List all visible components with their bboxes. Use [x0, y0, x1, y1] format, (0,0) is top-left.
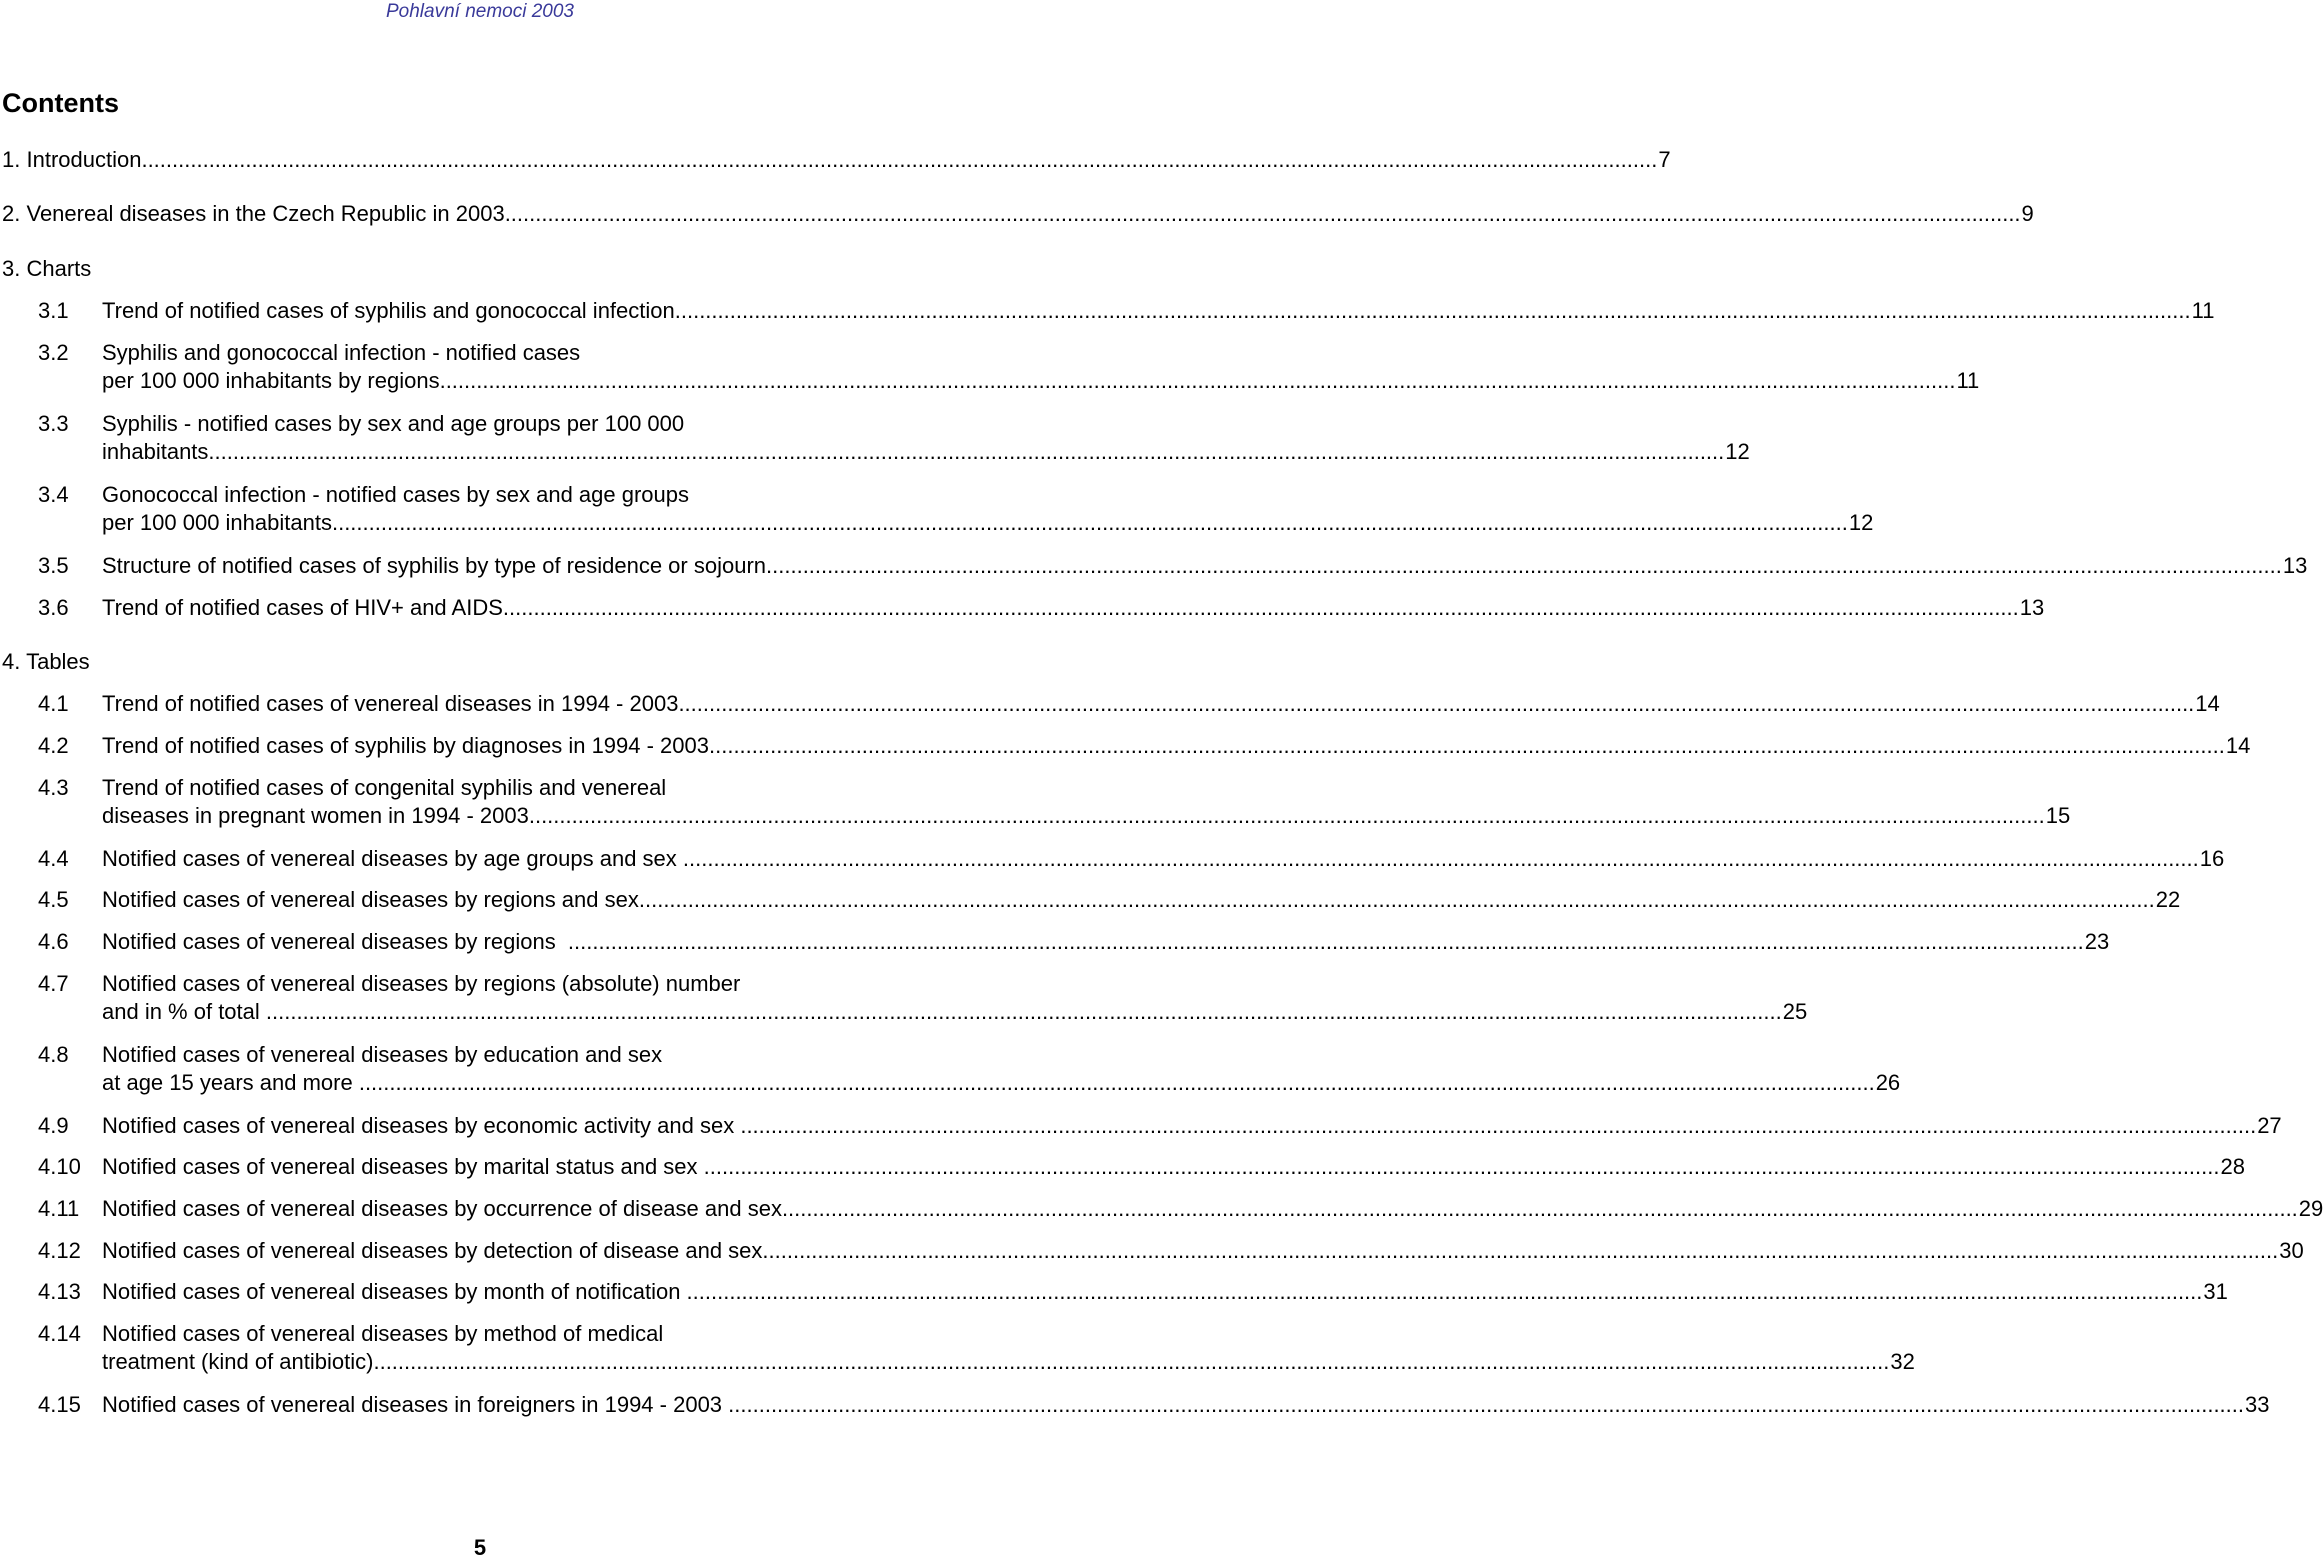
toc-entry-number: 3.6: [38, 595, 69, 620]
leader-dots: [762, 1238, 2278, 1264]
toc-page-number: 15: [2045, 803, 2071, 828]
toc-entry-number: 4.9: [38, 1113, 69, 1138]
toc-section-heading: 3. Charts: [2, 256, 92, 281]
toc-entry[interactable]: [38, 1392, 2270, 1418]
toc-entry[interactable]: [38, 887, 2181, 913]
toc-page-number: 31: [2203, 1279, 2228, 1304]
toc-entry[interactable]: [38, 775, 2071, 830]
leader-dots: [639, 887, 2155, 913]
toc-entry-text: Syphilis and gonococcal infection - notified cases: [102, 340, 581, 365]
toc-entry-number: 3.4: [38, 482, 69, 507]
leader-dots: [782, 1196, 2298, 1222]
toc-entry-text: inhabitants: [102, 439, 209, 464]
toc-entry[interactable]: [38, 340, 1980, 395]
leader-dots: [332, 508, 1848, 537]
toc-page-number: 13: [2282, 553, 2308, 578]
toc-page-number: 11: [2191, 298, 2215, 323]
toc-entry[interactable]: [38, 1238, 2304, 1264]
toc-entry-number: 4.5: [38, 887, 69, 912]
toc-entry-text: and in % of total: [102, 999, 266, 1024]
leader-dots: [678, 691, 2194, 717]
leader-dots: [440, 366, 1956, 395]
toc-page-number: 22: [2155, 887, 2181, 912]
toc-page-number: 27: [2257, 1113, 2282, 1138]
leader-dots: [208, 437, 1724, 466]
toc-entry-text: Notified cases of venereal diseases in foreigners in 1994 - 2003: [102, 1392, 729, 1417]
leader-dots: [728, 1392, 2244, 1418]
toc-entry[interactable]: [38, 1196, 2323, 1222]
toc-page-number: 9: [2021, 201, 2034, 226]
toc-page-number: 33: [2245, 1392, 2270, 1417]
leader-dots: [529, 801, 2045, 830]
toc-entry-text: Syphilis - notified cases by sex and age groups per 100 000: [102, 411, 685, 436]
toc-page-number: 30: [2279, 1238, 2304, 1263]
toc-entry[interactable]: [38, 846, 2225, 872]
toc-entry-number: 4.6: [38, 929, 69, 954]
toc-entry-text: Notified cases of venereal diseases by education and sex: [102, 1042, 663, 1067]
leader-dots: [359, 1068, 1875, 1097]
leader-dots: [766, 553, 2282, 579]
toc-page-number: 29: [2298, 1196, 2323, 1221]
toc-entry[interactable]: [38, 482, 1874, 537]
toc-entry[interactable]: [38, 733, 2251, 759]
toc-page-number: 11: [1956, 368, 1980, 393]
leader-dots: [704, 1154, 2220, 1180]
toc-entry[interactable]: [38, 553, 2308, 579]
toc-page-number: 14: [2225, 733, 2251, 758]
toc-page-number: 14: [2195, 691, 2220, 716]
page-title: Contents: [2, 88, 119, 118]
toc-entry[interactable]: [38, 1113, 2282, 1139]
toc-page-number: 7: [1658, 147, 1671, 172]
toc-entry-number: 4.2: [38, 733, 69, 758]
toc-entry-text: treatment (kind of antibiotic): [102, 1349, 374, 1374]
toc-entry-text: per 100 000 inhabitants: [102, 510, 332, 535]
leader-dots: [675, 298, 2191, 324]
toc-entry-text: Notified cases of venereal diseases by regions (absolute) number: [102, 971, 741, 996]
toc-entry[interactable]: [38, 1279, 2228, 1305]
toc-entry-text: Notified cases of venereal diseases by method of medical: [102, 1321, 664, 1346]
toc-entry[interactable]: [38, 929, 2110, 955]
toc-entry[interactable]: [38, 1042, 1901, 1097]
toc-page-number: 13: [2019, 595, 2045, 620]
leader-dots: [683, 846, 2199, 872]
toc-entry[interactable]: [2, 201, 2034, 227]
toc-entry[interactable]: [38, 595, 2045, 621]
toc-entry-text: Notified cases of venereal diseases by marital status and sex: [102, 1154, 704, 1179]
toc-entry-text: Trend of notified cases of syphilis and gonococcal infection: [102, 298, 675, 323]
toc-page-number: 12: [1848, 510, 1874, 535]
toc-entry-number: 3.1: [38, 298, 69, 323]
leader-dots: [373, 1347, 1889, 1376]
page-number: 5: [473, 1535, 487, 1560]
toc-entry[interactable]: [38, 411, 1750, 466]
toc-page-number: 12: [1725, 439, 1750, 464]
leader-dots: [505, 201, 2021, 227]
leader-dots: [503, 595, 2019, 621]
leader-dots: [687, 1279, 2203, 1305]
toc-entry-number: 4.4: [38, 846, 69, 871]
leader-dots: [141, 147, 1657, 173]
toc-entry-text: Gonococcal infection - notified cases by sex and age groups: [102, 482, 690, 507]
toc-entry-number: 3.2: [38, 340, 69, 365]
toc-entry-text: diseases in pregnant women in 1994 - 2003: [102, 803, 529, 828]
toc-entry-number: 4.1: [38, 691, 69, 716]
toc-entry-number: 4.13: [38, 1279, 81, 1304]
toc-entry-text: Trend of notified cases of syphilis by diagnoses in 1994 - 2003: [102, 733, 709, 758]
toc-entry-text: at age 15 years and more: [102, 1070, 359, 1095]
toc-entry-text: Notified cases of venereal diseases by regions: [102, 929, 568, 954]
leader-dots: [568, 929, 2084, 955]
toc-entry-text: Trend of notified cases of venereal diseases in 1994 - 2003: [102, 691, 679, 716]
toc-entry-text: Notified cases of venereal diseases by detection of disease and sex: [102, 1238, 763, 1263]
toc-entry-number: 4.10: [38, 1154, 81, 1179]
leader-dots: [709, 733, 2225, 759]
toc-entry[interactable]: [38, 691, 2220, 717]
leader-dots: [266, 997, 1782, 1026]
toc-entry-text: Notified cases of venereal diseases by regions and sex: [102, 887, 639, 912]
toc-entry[interactable]: [2, 147, 1671, 173]
toc-entry-number: 4.11: [38, 1196, 80, 1221]
toc-entry-text: Notified cases of venereal diseases by age groups and sex: [102, 846, 683, 871]
toc-page-number: 32: [1890, 1349, 1915, 1374]
toc-entry-number: 3.3: [38, 411, 69, 436]
toc-entry-number: 4.3: [38, 775, 69, 800]
toc-page-number: 26: [1875, 1070, 1901, 1095]
toc-entry-text: Trend of notified cases of congenital syphilis and venereal: [102, 775, 667, 800]
toc-entry-text: Trend of notified cases of HIV+ and AIDS: [102, 595, 503, 620]
toc-entry-number: 4.14: [38, 1321, 81, 1346]
toc-entry[interactable]: [38, 971, 1808, 1026]
toc-entry-number: 4.12: [38, 1238, 81, 1263]
toc-page-number: 25: [1782, 999, 1808, 1024]
toc-entry-number: 4.8: [38, 1042, 69, 1067]
toc-entry[interactable]: [38, 1321, 1915, 1376]
toc-entry[interactable]: [38, 1154, 2245, 1180]
toc-section-heading: 4. Tables: [2, 649, 90, 674]
leader-dots: [740, 1113, 2256, 1139]
toc-entry-number: 3.5: [38, 553, 69, 578]
toc-entry-text: Notified cases of venereal diseases by economic activity and sex: [102, 1113, 741, 1138]
toc-page-number: 28: [2220, 1154, 2245, 1179]
toc-page-number: 23: [2084, 929, 2110, 954]
toc-entry-number: 4.7: [38, 971, 69, 996]
toc-page-number: 16: [2199, 846, 2225, 871]
toc-entry-number: 4.15: [38, 1392, 81, 1417]
toc-entry-text: Structure of notified cases of syphilis by type of residence or sojourn: [102, 553, 767, 578]
toc-entry-text: per 100 000 inhabitants by regions: [102, 368, 440, 393]
toc-entry-text: 2. Venereal diseases in the Czech Republic in 2003: [2, 201, 505, 226]
toc-entry-text: Notified cases of venereal diseases by occurrence of disease and sex: [102, 1196, 782, 1221]
toc-entry-text: Notified cases of venereal diseases by month of notification: [102, 1279, 687, 1304]
running-header: Pohlavní nemoci 2003: [385, 1, 574, 22]
toc-entry[interactable]: [38, 298, 2215, 324]
toc-entry-text: 1. Introduction: [2, 147, 142, 172]
